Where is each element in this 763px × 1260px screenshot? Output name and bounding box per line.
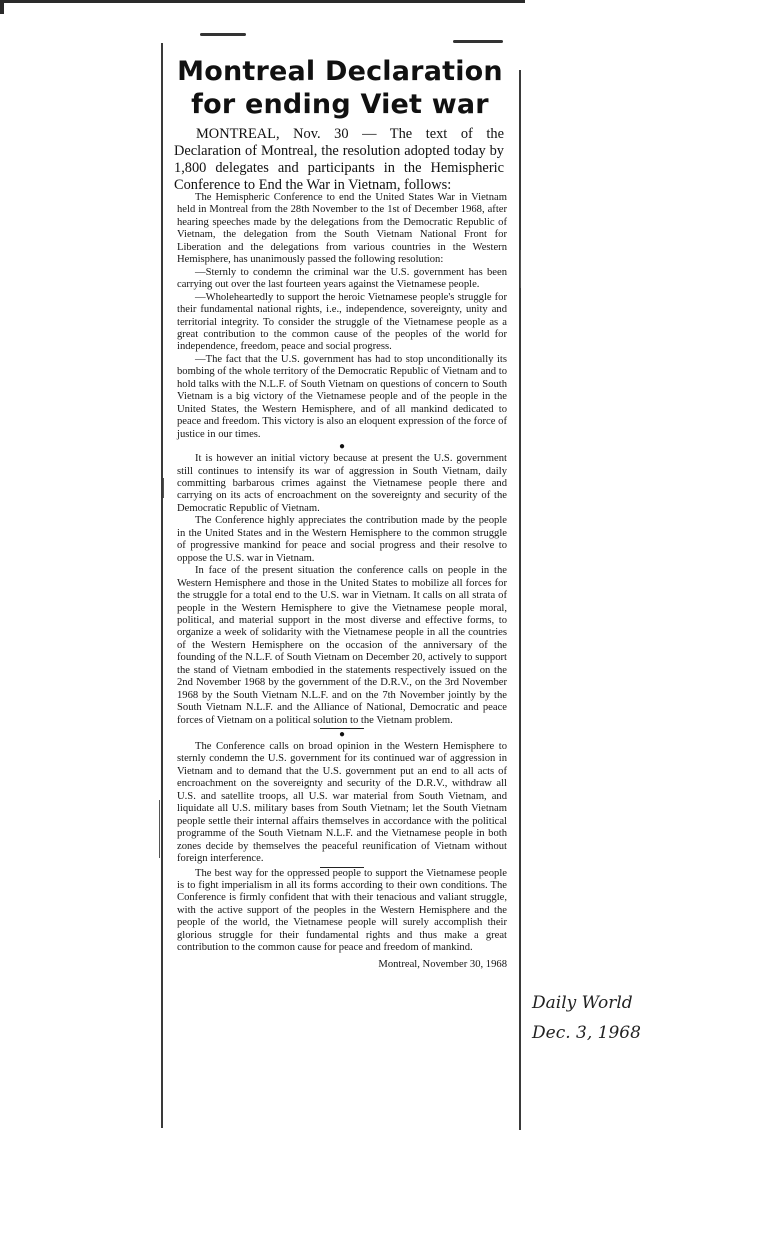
scan-top-edge — [0, 0, 525, 3]
headline-line-1: Montreal Declaration — [177, 56, 503, 87]
body-paragraph: The Conference calls on broad opinion in the Western Hemisphere to sternly condemn the U.S. government for its continued war of aggression in Vietnam and to demand that the U.S. government put an end to all acts of encroachment on the sovereignty and security of the D.R.V., withdraw all U.S. and satellite troops, all U.S. war material from South Vietnam, and liquidate all U.S. military bases from South Vietnam; let the South Vietnam people settle their internal affairs themselves in accordance with the political programme of the South Vietnam N.L.F. and the Vietnamese people in both zones decide by themselves the peaceful reunification of Vietnam without foreign interference. — [177, 741, 507, 865]
clipping-right-border — [519, 70, 521, 1130]
article-body — [177, 192, 507, 971]
clipping-cut-mark — [453, 40, 503, 43]
section-bullet: ● — [338, 729, 346, 741]
handwritten-annotation — [532, 988, 732, 1048]
section-bullet: ● — [338, 441, 346, 453]
body-paragraph: The Conference highly appreciates the contribution made by the people in the United States and in the Western Hemisphere to the common struggle of progressive mankind for peace and social progress and their resolve to oppose the U.S. war in Vietnam. — [177, 515, 507, 564]
body-paragraph: —Wholeheartedly to support the heroic Vietnamese people's struggle for their fundamental national rights, i.e., independence, sovereignty, unity and territorial integrity. To consider the struggle of the Vietnamese people as a great contribution to the common cause of the peoples of the world for independence, freedom, peace and social progress. — [177, 291, 507, 353]
clipping-cut-mark — [200, 33, 246, 36]
body-paragraph: In face of the present situation the conference calls on people in the Western Hemisphere and those in the United States to mobilize all forces for the struggle for a total end to the U.S. war in Vietnam. It calls on all strata of people in the Western Hemisphere to give the Vietnamese people moral, political, and material support in the most diverse and effective forms, to organize a week of solidarity with the Vietnamese people in all the countries of the Western Hemisphere on the occasion of the anniversary of the founding of the N.L.F. of South Vietnam on December 20, actively to support the stand of Vietnam embodied in the statements respectively issued on the 2nd November 1968 by the government of the D.R.V., on the 3rd November 1968 by the South Vietnam N.L.F. and on the 7th November jointly by the South Vietnam N.L.F. and the Alliance of National, Democratic and peace forces of Vietnam on a political solution to the Vietnam problem. — [177, 565, 507, 726]
body-paragraph: The Hemispheric Conference to end the United States War in Vietnam held in Montreal from the 28th November to the 1st of December 1968, after hearing speeches made by the delegations from the Democratic Republic of Vietnam, the delegation from the South Vietnam National Front for Liberation and the delegations from various countries in the Western Hemisphere, has unanimously passed the following resolution: — [177, 192, 507, 266]
margin-mark — [163, 478, 164, 498]
annotation-publication: Daily World — [532, 993, 633, 1013]
scan-corner-mark — [0, 0, 4, 14]
headline-line-2: for ending Viet war — [191, 89, 489, 120]
body-paragraph: It is however an initial victory because at present the U.S. government still continues to intensify its war of aggression in South Vietnam, daily committing barbarous crimes against the Vietnamese people there and carrying on its acts of encroachment on the sovereignty and security of the Democratic Republic of Vietnam. — [177, 453, 507, 514]
body-paragraph: —Sternly to condemn the criminal war the U.S. government has been carrying out over the last fourteen years against the Vietnamese people. — [177, 266, 507, 291]
margin-mark — [159, 800, 160, 858]
annotation-date: Dec. 3, 1968 — [532, 1023, 641, 1043]
margin-mark — [520, 250, 521, 288]
signoff-dateline: Montreal, November 30, 1968 — [378, 958, 507, 970]
body-paragraph: The best way for the oppressed people to support the Vietnamese people is to fight imperialism in all its forms according to their own conditions. The Conference is firmly confident that with their tenacious and valiant struggle, with the active support of the peoples in the Western Hemisphere and the people of the world, the Vietnamese people will surely accomplish their glorious struggle for their fundamental rights and thus make a great contribution to the common cause for peace and freedom of mankind. — [177, 867, 507, 954]
headline — [170, 55, 510, 121]
clipping-left-border — [161, 43, 163, 1128]
lede-paragraph: MONTREAL, Nov. 30 — The text of the Declaration of Montreal, the resolution adopted today by 1,800 delegates and participants in the Hemispheric Conference to End the War in Vietnam, follows: — [174, 126, 504, 193]
body-paragraph: —The fact that the U.S. government has had to stop unconditionally its bombing of the whole territory of the Democratic Republic of Vietnam and to hold talks with the N.L.F. of South Vietnam on questions of concern to South Vietnam is a big victory of the Vietnamese people and of the people in the United States, the Western Hemisphere, and of all mankind dedicated to peace and freedom. This victory is also an eloquent expression of the force of justice in our times. — [177, 353, 507, 440]
